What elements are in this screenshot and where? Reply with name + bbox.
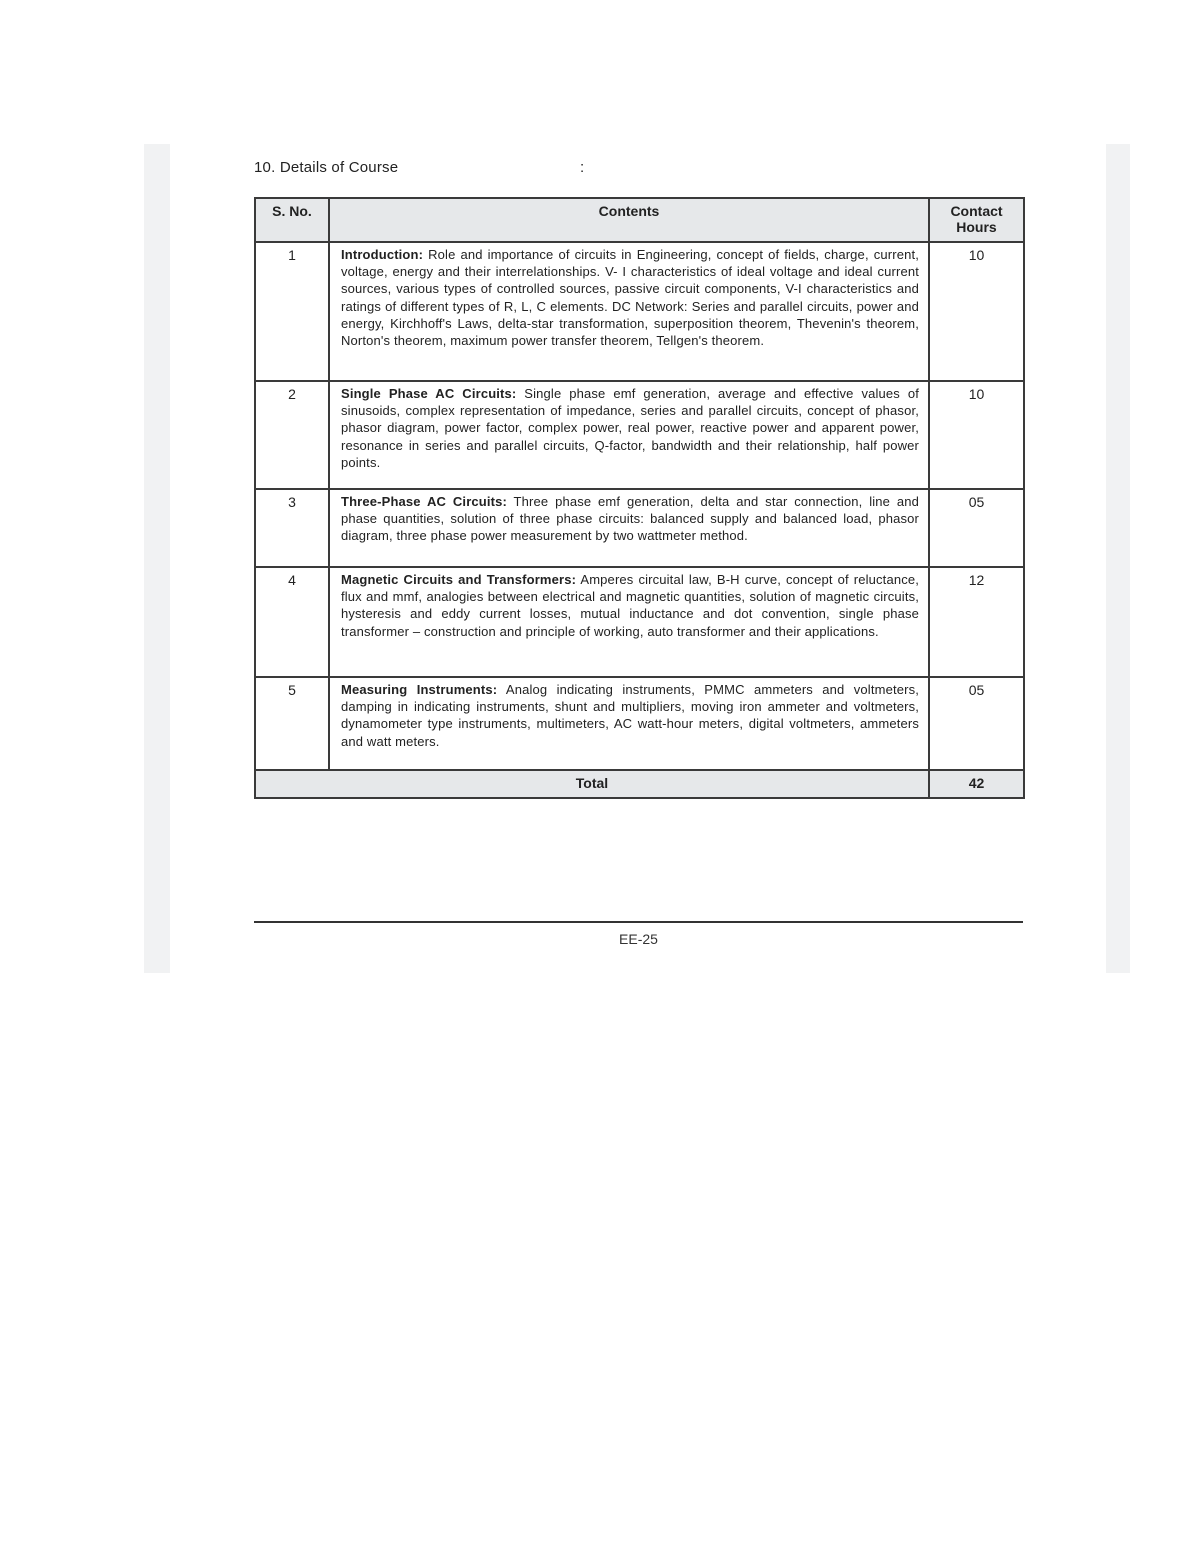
row-hours: 12	[929, 567, 1024, 677]
row-sno: 4	[255, 567, 329, 677]
row-sno: 2	[255, 381, 329, 489]
row-body: Role and importance of circuits in Engineering, concept of fields, charge, current, voltage, energy and their interrelationships. V- I characteristics of ideal voltage and ideal current sources, various types of controlled sources, passive circuit components, V-I characteristics and ratings of different types of R, L, C elements. DC Network: Series and parallel circuits, power and energy, Kirchhoff's Laws, delta-star transformation, superposition theorem, Thevenin's theorem, Norton's theorem, maximum power transfer theorem, Tellgen's theorem.	[341, 247, 919, 349]
row-contents	[329, 489, 929, 567]
row-sno: 1	[255, 242, 329, 381]
table-header-row	[255, 198, 1024, 242]
row-hours: 10	[929, 242, 1024, 381]
table-row	[255, 677, 1024, 770]
total-label: Total	[255, 770, 929, 798]
header-contents: Contents	[329, 198, 929, 242]
row-title: Introduction:	[341, 247, 424, 262]
table-row	[255, 489, 1024, 567]
row-contents	[329, 242, 929, 381]
table-row	[255, 567, 1024, 677]
row-body: Analog indicating instruments, PMMC ammeters and voltmeters, damping in indicating instruments, shunt and multipliers, moving iron ammeter and voltmeters, dynamometer type instruments, multimeters, AC watt-hour meters, digital voltmeters, ammeters and watt meters.	[341, 682, 920, 749]
row-contents	[329, 567, 929, 677]
total-row	[255, 770, 1024, 798]
row-body: Three phase emf generation, delta and star connection, line and phase quantities, solution of three phase circuits: balanced supply and balanced load, phasor diagram, three phase power measurement by two wattmeter method.	[341, 494, 919, 544]
section-heading-colon: :	[580, 159, 585, 176]
footer-divider	[254, 921, 1023, 923]
row-body: Single phase emf generation, average and effective values of sinusoids, complex representation of impedance, series and parallel circuits, concept of phasor, phasor diagram, power factor, complex power, real power, reactive power and apparent power, resonance in series and parallel circuits, Q-factor, bandwidth and their relationship, half power points.	[341, 386, 919, 470]
row-sno: 5	[255, 677, 329, 770]
section-heading	[254, 159, 654, 176]
page-margin-left	[144, 144, 170, 973]
header-sno: S. No.	[255, 198, 329, 242]
course-details-table	[254, 197, 1025, 799]
row-title: Single Phase AC Circuits:	[341, 386, 517, 401]
table-row	[255, 381, 1024, 489]
row-sno: 3	[255, 489, 329, 567]
row-hours: 10	[929, 381, 1024, 489]
total-hours: 42	[929, 770, 1024, 798]
row-contents	[329, 381, 929, 489]
row-hours: 05	[929, 677, 1024, 770]
page-margin-right	[1106, 144, 1130, 973]
row-title: Measuring Instruments:	[341, 682, 498, 697]
row-body: Amperes circuital law, B-H curve, concept of reluctance, flux and mmf, analogies between electrical and magnetic quantities, solution of magnetic circuits, hysteresis and eddy current losses, mutual inductance and dot convention, single phase transformer – construction and principle of working, auto transformer and their applications.	[341, 572, 919, 639]
section-heading-text: 10. Details of Course	[254, 159, 399, 176]
row-contents	[329, 677, 929, 770]
row-title: Magnetic Circuits and Transformers:	[341, 572, 577, 587]
row-hours: 05	[929, 489, 1024, 567]
header-contact-hours: Contact Hours	[929, 198, 1024, 242]
table-row	[255, 242, 1024, 381]
row-title: Three-Phase AC Circuits:	[341, 494, 507, 509]
page-number: EE-25	[619, 931, 658, 947]
